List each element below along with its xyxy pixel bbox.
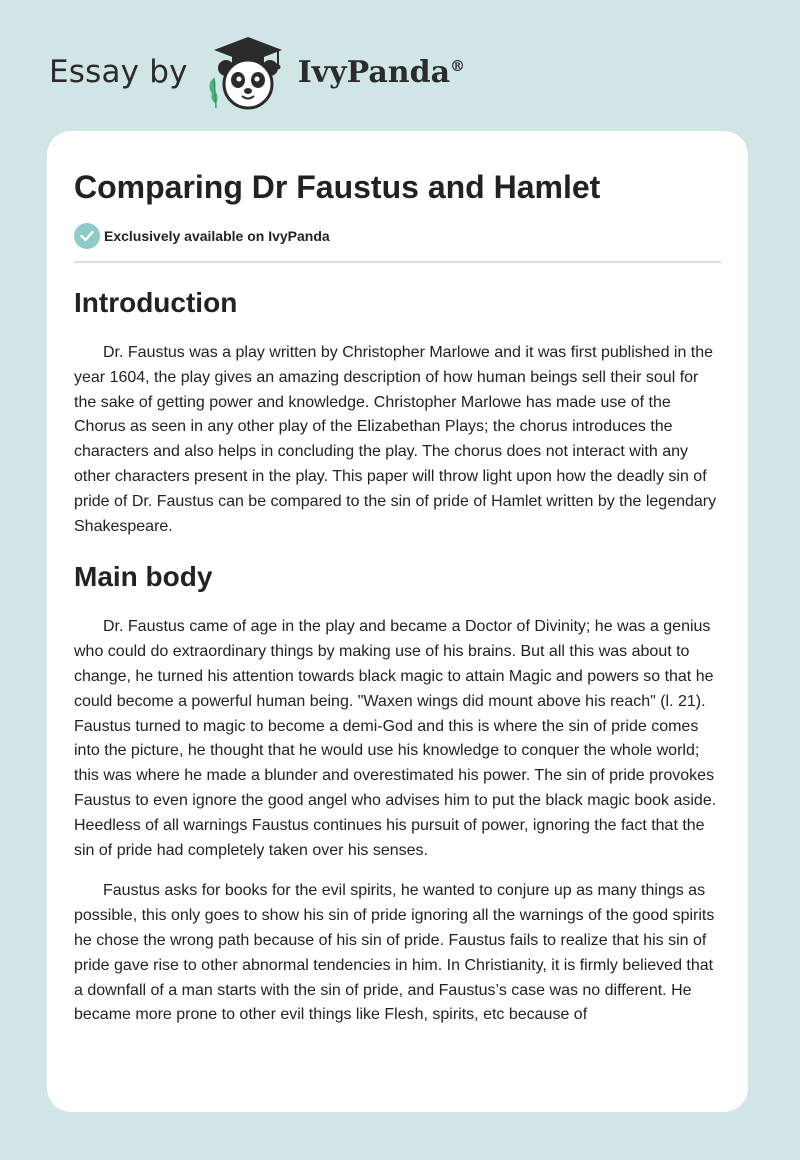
panda-mascot-icon <box>202 34 294 110</box>
brand-name: IvyPanda® <box>297 54 466 90</box>
paragraph: Dr. Faustus came of age in the play and became a Doctor of Divinity; he was a genius who could do extraordinary things by making use of his brains. But all this was about to change, he turned his attention towards black magic to attain Magic and powers so that he could become a powerful human being. "Waxen wings did mount above his reach" (l. 21). Faustus turned to magic to become a demi-God and this is where the sin of pride comes into the picture, he thought that he would use his knowledge to conquer the whole world; this was where he made a blunder and overestimated his power. The sin of pride provokes Faustus to even ignore the good angel who advises him to put the black magic book aside. Heedless of all warnings Faustus continues his pursuit of power, ignoring the fact that the sin of pride had completely taken over his senses. <box>74 618 717 859</box>
divider <box>74 261 721 263</box>
brand-prefix: Essay by <box>49 54 188 90</box>
paragraph: Dr. Faustus was a play written by Christopher Marlowe and it was first published in the year 1604, the play gives an amazing description of how human beings sell their soul for the sake of getting power and knowledge. Christopher Marlowe has made use of the Chorus as seen in any other play of the Elizabethan Plays; the chorus introduces the characters and also helps in concluding the play. The chorus does not interact with any other characters present in the play. This paper will throw light upon how the deadly sin of pride of Dr. Faustus can be compared to the sin of pride of Hamlet written by the legendary Shakespeare. <box>74 344 717 535</box>
exclusive-badge <box>74 223 721 249</box>
brand-logo[interactable] <box>49 34 465 110</box>
paragraph: Faustus asks for books for the evil spirits, he wanted to conjure up as many things as possible, this only goes to show his sin of pride ignoring all the warnings of the good spirits he chose the wrong path because of his sin of pride. Faustus fails to realize that his sin of pride gave rise to other abnormal tendencies in him. In Christianity, it is firmly believed that a downfall of a man starts with the sin of pride, and Faustus’s case was no different. He became more prone to other evil things like Flesh, spirits, etc because of <box>74 882 715 1024</box>
check-icon <box>74 223 100 249</box>
badge-text: Exclusively available on IvyPanda <box>104 228 330 244</box>
essay-card <box>47 131 748 1112</box>
essay-title: Comparing Dr Faustus and Hamlet <box>74 169 601 205</box>
section-heading-introduction: Introduction <box>74 287 238 318</box>
section-heading-main-body: Main body <box>74 561 213 593</box>
